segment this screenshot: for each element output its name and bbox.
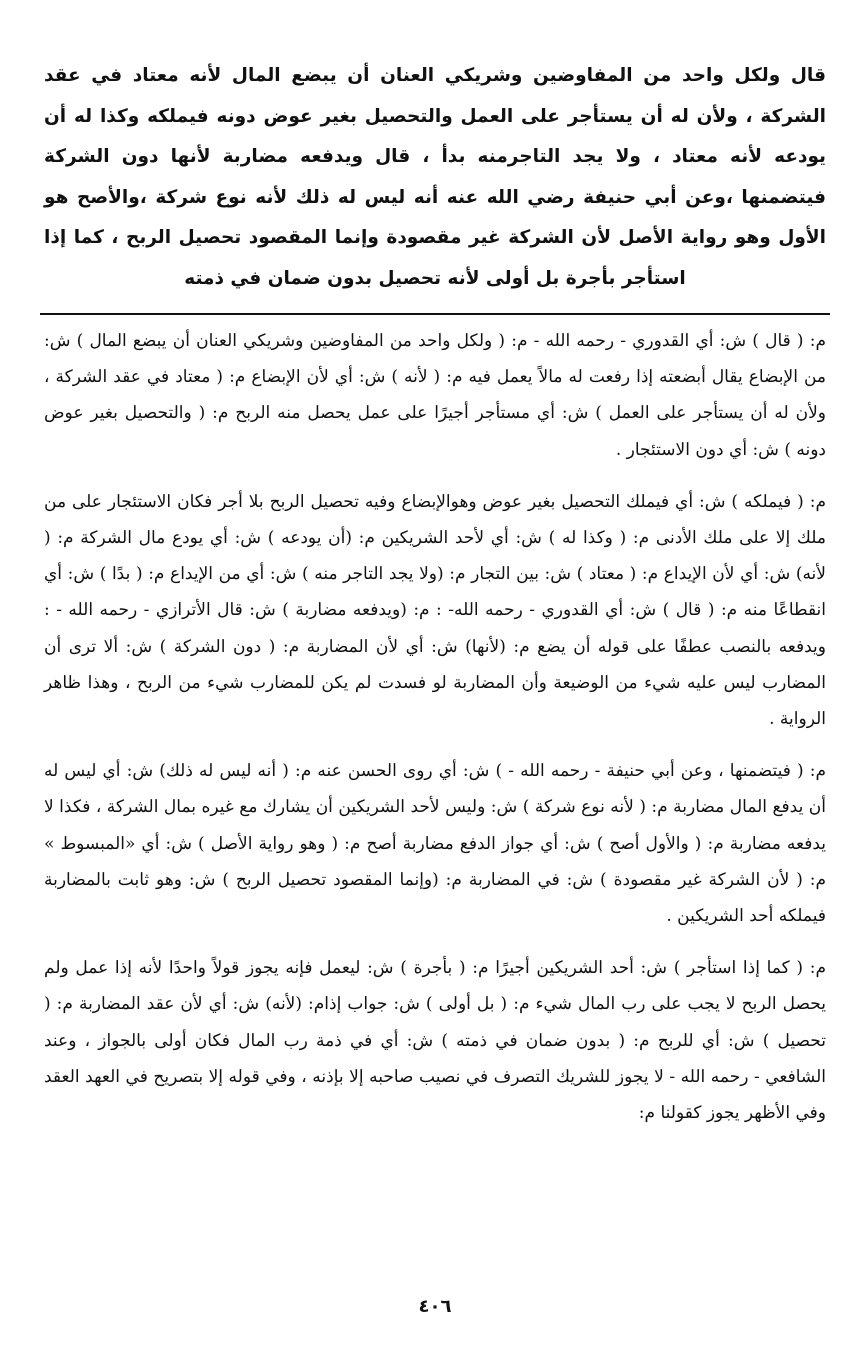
page-number: ٤٠٦ (418, 1296, 452, 1317)
book-page (40, 56, 830, 1346)
separator-rule (40, 313, 830, 315)
commentary-paragraph-4: م: ( كما إذا استأجر ) ش: أحد الشريكين أجيرًا م: ( بأجرة ) ش: ليعمل فإنه يجوز قولاً واحدًا لأنه إذا عمل ولم يحصل الربح لا يجب على رب المال شيء م: ( بل أولى ) ش: جواب إذام: (لأنه) ش: أي لأن عقد المضاربة م: ( تحصيل ) ش: أي للربح م: ( بدون ضمان في ذمته ) ش: أي في ذمة رب المال فكان أولى بالجواز ، وعند الشافعي - رحمه الله - لا يجوز للشريك التصرف في نصيب صاحبه إلا بإذنه ، وفي قوله إلا بتصريح في العهد العقد وفي الأظهر يجوز كقولنا م: (44, 958, 826, 1124)
commentary-paragraph-3: م: ( فيتضمنها ، وعن أبي حنيفة - رحمه الله - ) ش: أي روى الحسن عنه م: ( أنه ليس له ذلك) ش: أي ليس له أن يدفع المال مضاربة م: ( لأنه نوع شركة ) ش: وليس لأحد الشريكين أن يشارك مع غيره بمال الشركة ، فكذا لا يدفعه مضاربة م: ( والأول أصح ) ش: أي جواز الدفع مضاربة أصح م: ( وهو رواية الأصل ) ش: أي «المبسوط » م: ( لأن الشركة غير مقصودة ) ش: في المضاربة م: (وإنما المقصود تحصيل الربح ) ش: وهو ثابت بالمضاربة فيملكه أحد الشريكين . (44, 761, 826, 927)
commentary-section (40, 323, 830, 1131)
matn-text: قال ولكل واحد من المفاوضين وشريكي العنان أن يبضع المال لأنه معتاد في عقد الشركة ، ولأن له أن يستأجر على العمل والتحصيل بغير عوض دونه فيملكه وكذا له أن يودعه لأنه معتاد ، ولا يجد التاجرمنه بدأ ، قال ويدفعه مضاربة لأنها دون الشركة فيتضمنها ،وعن أبي حنيفة رضي الله عنه أنه ليس له ذلك لأنه نوع شركة ،والأصح هو الأول وهو رواية الأصل لأن الشركة غير مقصودة وإنما المقصود تحصيل الربح ، كما إذا استأجر بأجرة بل أولى لأنه تحصيل بدون ضمان في ذمته (44, 65, 826, 289)
commentary-paragraph-2: م: ( فيملكه ) ش: أي فيملك التحصيل بغير عوض وهوالإبضاع وفيه تحصيل الربح بلا أجر فكان الاستئجار على من ملك إلا على ملك الأدنى م: ( وكذا له ) ش: أي لأحد الشريكين م: (أن يودعه ) ش: أي يودع مال الشركة م: ( لأنه) ش: أي لأن الإيداع م: ( معتاد ) ش: بين التجار م: (ولا يجد التاجر منه ) ش: أي من الإيداع م: ( بدًا ) ش: أي انقطاعًا منه م: ( قال ) ش: أي القدوري - رحمه الله- : م: (ويدفعه مضاربة ) ش: قال الأترازي - رحمه الله - : ويدفعه بالنصب عطفًا على قوله أن يضع م: (لأنها) ش: أي لأن المضاربة م: ( دون الشركة ) ش: ألا ترى أن المضارب ليس عليه شيء من الوضيعة وأن المضاربة لو فسدت لم يكن للمضارب شيء من الربح ، وهذا ظاهر الرواية . (44, 491, 826, 730)
commentary-paragraph-1: م: ( قال ) ش: أي القدوري - رحمه الله - م: ( ولكل واحد من المفاوضين وشريكي العنان أن يبضع المال ) ش: من الإبضاع يقال أبضعته إذا رفعت له مالاً يعمل فيه م: ( لأنه ) ش: أي لأن الإبضاع م: ( معتاد في عقد الشركة ، ولأن له أن يستأجر على العمل ) ش: أي مستأجر أجيرًا على عمل يحصل منه الربح م: ( والتحصيل بغير عوض دونه ) ش: أي دون الاستئجار . (44, 331, 826, 460)
